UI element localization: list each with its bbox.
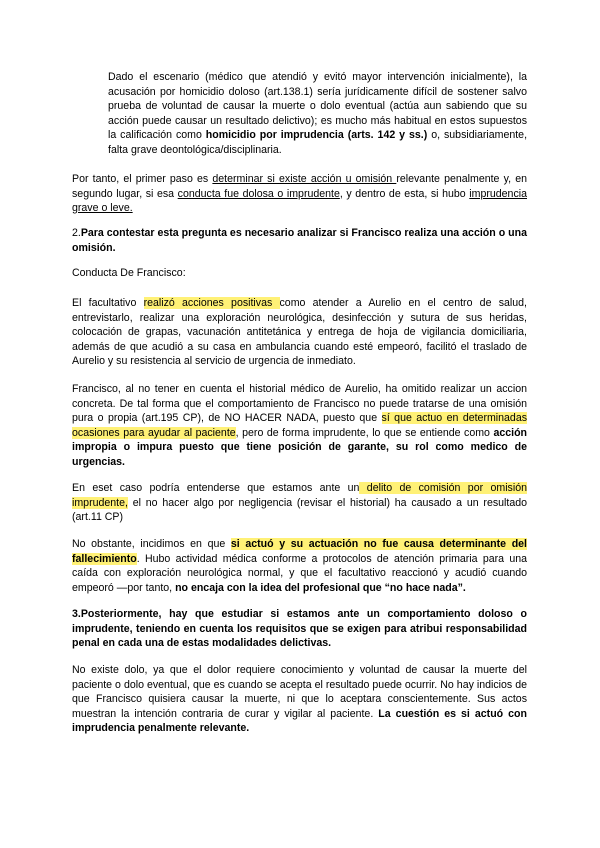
subheading-conducta: Conducta De Francisco: (72, 267, 186, 279)
paragraph-comision-omision (72, 481, 527, 525)
highlighted-bold-text: si actuó y su actuación no fue causa determinante del fallecimiento (72, 538, 527, 565)
text: Francisco, al no tener en cuenta el historial médico de Aurelio, ha omitido realizar un accion concreta. De tal forma que el comportamiento de Francisco no puede tratarse de una omisión pura o propia (art.195 CP), de NO HACER NADA, puesto que (72, 383, 527, 424)
highlighted-text: sí que actuo en determinadas ocasiones para ayudar al paciente (72, 412, 528, 439)
text: El facultativo (72, 297, 144, 309)
underlined-text: imprudencia grave o leve. (72, 187, 527, 214)
paragraph-homicide-qualification (108, 70, 527, 157)
paragraph-no-dolo (72, 663, 527, 736)
text: relevante penalmente y, en segundo lugar, si esa (72, 173, 528, 200)
text: Dado el escenario (médico que atendió y evitó mayor intervención inicialmente), la acusación por homicidio doloso (art.138.1) sería jurídicamente difícil de sostener salvo prueba de voluntad de causar la muerte o dolo eventual (actúa aun sabiendo que su acción puede causar un resultado delictivo); es mucho más habitual en estos supuestos la calificación como (108, 71, 527, 141)
text: . Hubo actividad médica conforme a protocolos de atención primaria para una caída con exploración neurológica normal, y que el facultativo reaccionó y acudió cuando empeoró —por tanto, (72, 552, 527, 594)
text: Por tanto, el primer paso es (72, 173, 213, 185)
text: como atender a Aurelio en el centro de salud, entrevistarlo, realizar una exploración neurológica, desinfección y sutura de sus heridas, colocación de grapas, vacunación antitetánica y entrega de hoja de vigilancia domiciliaria, además de que acudió a su casa en ambulancia cuando esté empeoró, facilitó el traslado de Aurelio y su resistencia al servicio de urgencia de inmediato. (72, 297, 527, 367)
text: No existe dolo, ya que el dolor requiere conocimiento y voluntad de causar la muerte del paciente o dolo eventual, que es cuando se acepta el resultado puede ocurrir. No hay indicios de que Francisco quisiera causar la muerte, ni que lo aceptara conscientemente. Sus actos muestran la intención contraria de curar y vigilar al paciente. (72, 664, 527, 720)
bold-text: no encaja con la idea del profesional que “no hace nada”. (175, 581, 466, 594)
text: el no hacer algo por negligencia (revisar el historial) ha causado a un resultado (art.11 CP) (72, 496, 527, 523)
paragraph-omission (72, 382, 527, 469)
paragraph-no-obstante (72, 537, 527, 595)
section-heading-2 (72, 226, 527, 255)
highlighted-text: delito de comisión por omisión imprudente, (72, 482, 527, 509)
paragraph-positive-actions (72, 296, 527, 369)
text: En eset caso podría entenderse que estamos ante un (72, 482, 360, 494)
bold-text: acción impropia o impura puesto que tiene posición de garante, su rol como medico de urgencias. (72, 426, 528, 468)
highlighted-text: realizó acciones positivas (143, 297, 280, 309)
section-number: 2. (72, 227, 81, 239)
text: No obstante, incidimos en que (72, 538, 231, 550)
section-heading-3: 3.Posteriormente, hay que estudiar si estamos ante un comportamiento doloso o imprudente, teniendo en cuenta los requisitos que se exigen para atribui responsabilidad penal en cada una de estas modalidades delictivas. (72, 608, 527, 649)
paragraph-first-step (72, 172, 527, 216)
text: o, subsidiariamente, falta grave deontológica/disciplinaria. (108, 129, 528, 156)
underlined-text: conducta fue dolosa o imprudente (177, 187, 340, 200)
text: , pero de forma imprudente, lo que se entiende como (235, 426, 494, 439)
bold-text: homicidio por imprudencia (arts. 142 y ss.) (205, 129, 428, 141)
bold-text: Para contestar esta pregunta es necesario analizar si Francisco realiza una acción o una omisión. (72, 227, 527, 254)
text: , y dentro de esta, si hubo (339, 187, 470, 200)
underlined-text: determinar si existe acción u omisión (212, 173, 397, 185)
bold-text: La cuestión es si actuó con imprudencia penalmente relevante. (72, 707, 527, 734)
